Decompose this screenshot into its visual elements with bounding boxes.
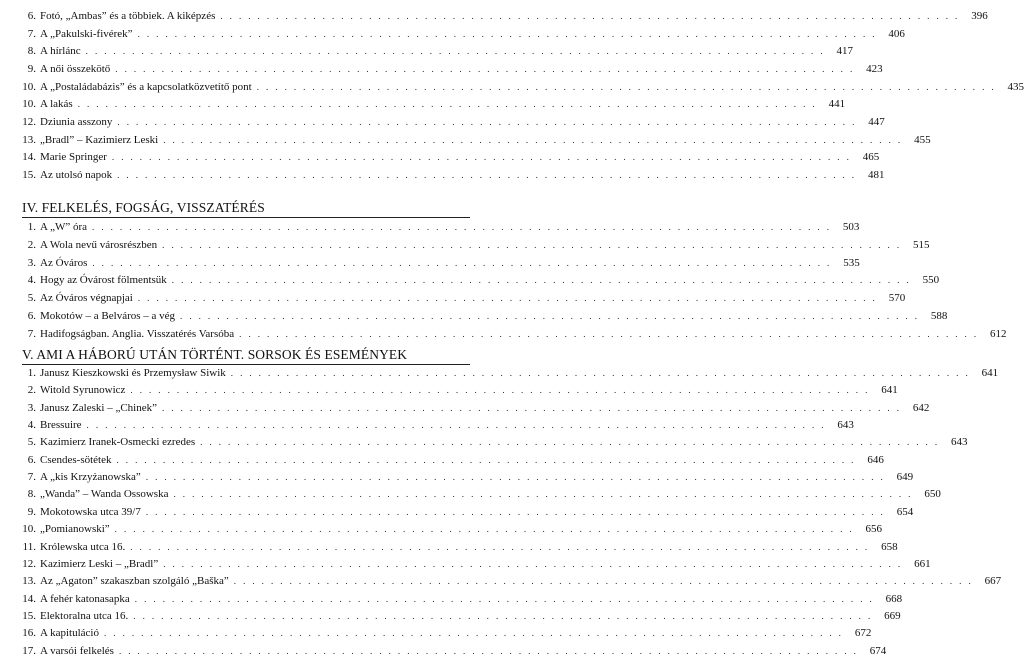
toc-entry[interactable] [22, 452, 884, 469]
entry-title: Mokotowska utca 39/7 [40, 505, 141, 518]
dot-leader: . . . . . . . . . . . . . . . . . . . . . . . . . . . . . . . . . . . . . . . . . . . . . . . . . . . . . . . . . . . . . . . . . . . . . . . . . . . . . . . . [77, 99, 818, 110]
entry-page-number: 672 [854, 627, 872, 640]
entry-number: 1. [27, 221, 36, 233]
entry-number: 7. [27, 471, 36, 484]
entry-page-number: 641 [981, 367, 999, 379]
entry-number: 8. [27, 45, 36, 58]
entry-page-number: 646 [867, 453, 884, 466]
entry-title: A kapituláció [40, 627, 99, 640]
entry-title: Hadifogságban. Anglia. Visszatérés Varsóba [40, 327, 235, 340]
entry-number: 16. [22, 627, 36, 640]
entry-page-number: 643 [951, 436, 968, 449]
entry-title: Bressuire [40, 419, 82, 432]
entry-title: Janusz Kieszkowski és Przemysław Siwik [40, 367, 226, 379]
entry-number: 5. [27, 436, 36, 449]
entry-page-number: 642 [912, 401, 930, 414]
dot-leader: . . . . . . . . . . . . . . . . . . . . . . . . . . . . . . . . . . . . . . . . . . . . . . . . . . . . . . . . . . . . . . . . . . . . . . . . . . . . . . . . [239, 328, 979, 339]
entry-number: 10. [22, 80, 36, 93]
entry-number: 6. [27, 453, 36, 466]
entry-page-number: 643 [837, 419, 854, 432]
dot-leader: . . . . . . . . . . . . . . . . . . . . . . . . . . . . . . . . . . . . . . . . . . . . . . . . . . . . . . . . . . . . . . . . . . . . . . . . . . . . . . . . [133, 610, 873, 621]
entry-number: 11. [22, 540, 36, 553]
entry-number: 5. [27, 292, 36, 305]
dot-leader: . . . . . . . . . . . . . . . . . . . . . . . . . . . . . . . . . . . . . . . . . . . . . . . . . . . . . . . . . . . . . . . . . . . . . . . . . . . . . . . . [92, 222, 832, 232]
dot-leader: . . . . . . . . . . . . . . . . . . . . . . . . . . . . . . . . . . . . . . . . . . . . . . . . . . . . . . . . . . . . . . . . . . . . . . . . . . . . . . . . [117, 116, 857, 127]
entry-number: 7. [27, 327, 36, 340]
entry-page-number: 550 [922, 274, 940, 287]
entry-number: 13. [22, 133, 36, 146]
section-heading: V. AMI A HÁBORÚ UTÁN TÖRTÉNT. SORSOK ÉS ESEMÉNYEK [22, 347, 408, 362]
dot-leader: . . . . . . . . . . . . . . . . . . . . . . . . . . . . . . . . . . . . . . . . . . . . . . . . . . . . . . . . . . . . . . . . . . . . . . . . . . . . . . . . [117, 169, 857, 180]
entry-page-number: 661 [914, 557, 931, 570]
entry-title: Kazimierz Leski – „Bradl” [40, 557, 159, 570]
dot-leader: . . . . . . . . . . . . . . . . . . . . . . . . . . . . . . . . . . . . . . . . . . . . . . . . . . . . . . . . . . . . . . . . . . . . . . . . . . . . . . . . [163, 134, 903, 145]
entry-page-number: 668 [885, 592, 903, 605]
entry-number: 14. [22, 151, 36, 164]
dot-leader: . . . . . . . . . . . . . . . . . . . . . . . . . . . . . . . . . . . . . . . . . . . . . . . . . . . . . . . . . . . . . . . . . . . . . . . . . . . . . . . . [130, 541, 870, 552]
entry-number: 8. [27, 488, 36, 501]
entry-title: „Pomianowski” [40, 523, 110, 536]
entry-number: 2. [27, 384, 36, 397]
entry-page-number: 570 [888, 292, 906, 305]
entry-title: Królewska utca 16. [40, 540, 126, 553]
toc-entry[interactable] [22, 417, 854, 434]
entry-page-number: 658 [881, 540, 898, 553]
entry-page-number: 515 [913, 238, 930, 251]
entry-title: A „kis Krzyżanowska” [40, 471, 141, 484]
dot-leader: . . . . . . . . . . . . . . . . . . . . . . . . . . . . . . . . . . . . . . . . . . . . . . . . . . . . . . . . . . . . . . . . . . . . . . . . . . . . . . . . [171, 275, 912, 286]
dot-leader: . . . . . . . . . . . . . . . . . . . . . . . . . . . . . . . . . . . . . . . . . . . . . . . . . . . . . . . . . . . . . . . . . . . . . . . . . . . . . . . . [137, 28, 877, 39]
entry-number: 13. [22, 575, 36, 588]
toc-entry[interactable] [22, 486, 941, 503]
entry-page-number: 641 [881, 384, 898, 397]
entry-page-number: 654 [896, 505, 914, 518]
entry-number: 3. [27, 401, 36, 414]
entry-page-number: 535 [843, 256, 860, 269]
entry-title: Janusz Zaleski – „Chinek” [40, 401, 157, 414]
entry-title: A „Pakulski-fivérek” [40, 27, 133, 40]
toc-entry[interactable] [22, 469, 914, 486]
entry-title: Kazimierz Iranek-Osmecki ezredes [40, 436, 196, 449]
dot-leader: . . . . . . . . . . . . . . . . . . . . . . . . . . . . . . . . . . . . . . . . . . . . . . . . . . . . . . . . . . . . . . . . . . . . . . . . . . . . . . . . [115, 63, 855, 74]
dot-leader: . . . . . . . . . . . . . . . . . . . . . . . . . . . . . . . . . . . . . . . . . . . . . . . . . . . . . . . . . . . . . . . . . . . . . . . . . . . . . . . . [92, 257, 832, 268]
entry-title: A „W” óra [40, 221, 88, 233]
entry-number: 3. [27, 256, 36, 269]
entry-number: 10. [22, 98, 36, 111]
toc-entry[interactable] [22, 539, 898, 556]
entry-title: A lakás [40, 98, 73, 111]
entry-number: 2. [27, 238, 36, 251]
entry-page-number: 674 [869, 644, 887, 657]
entry-page-number: 656 [865, 523, 883, 536]
toc-entry[interactable] [22, 643, 887, 660]
dot-leader: . . . . . . . . . . . . . . . . . . . . . . . . . . . . . . . . . . . . . . . . . . . . . . . . . . . . . . . . . . . . . . . . . . . . . . . . . . . . . . . . [230, 368, 971, 378]
entry-title: Marie Springer [40, 151, 107, 164]
dot-leader: . . . . . . . . . . . . . . . . . . . . . . . . . . . . . . . . . . . . . . . . . . . . . . . . . . . . . . . . . . . . . . . . . . . . . . . . . . . . . . . . [130, 385, 870, 396]
entry-title: Witold Syrunowicz [40, 384, 126, 397]
entry-page-number: 612 [990, 327, 1007, 340]
section-heading: IV. FELKELÉS, FOGSÁG, VISSZATÉRÉS [22, 200, 265, 215]
entry-title: Elektoralna utca 16. [40, 609, 129, 622]
dot-leader: . . . . . . . . . . . . . . . . . . . . . . . . . . . . . . . . . . . . . . . . . . . . . . . . . . . . . . . . . . . . . . . . . . . . . . . . . . . . . . . . [137, 293, 878, 304]
entry-title: Az „Agaton” szakaszban szolgáló „Baška” [40, 575, 229, 588]
entry-page-number: 465 [862, 151, 880, 164]
toc-entry[interactable] [22, 382, 898, 399]
entry-number: 7. [27, 27, 36, 40]
dot-leader: . . . . . . . . . . . . . . . . . . . . . . . . . . . . . . . . . . . . . . . . . . . . . . . . . . . . . . . . . . . . . . . . . . . . . . . . . . . . . . . . [162, 402, 902, 413]
entry-number: 6. [27, 10, 36, 22]
dot-leader: . . . . . . . . . . . . . . . . . . . . . . . . . . . . . . . . . . . . . . . . . . . . . . . . . . . . . . . . . . . . . . . . . . . . . . . . . . . . . . . . [233, 576, 974, 587]
dot-leader: . . . . . . . . . . . . . . . . . . . . . . . . . . . . . . . . . . . . . . . . . . . . . . . . . . . . . . . . . . . . . . . . . . . . . . . . . . . . . . . . [85, 46, 825, 57]
entry-title: Csendes-sötétek [40, 453, 112, 466]
entry-page-number: 435 [1007, 80, 1024, 93]
toc-entry[interactable] [22, 521, 883, 538]
entry-title: Mokotów – a Belváros – a vég [40, 310, 176, 322]
toc-entry[interactable] [22, 556, 931, 573]
dot-leader: . . . . . . . . . . . . . . . . . . . . . . . . . . . . . . . . . . . . . . . . . . . . . . . . . . . . . . . . . . . . . . . . . . . . . . . . . . . . . . . . [134, 593, 875, 604]
entry-number: 12. [22, 557, 36, 570]
entry-title: Az Óváros [40, 256, 88, 269]
entry-page-number: 481 [867, 168, 885, 181]
entry-number: 4. [27, 419, 36, 432]
toc-entry[interactable] [22, 434, 968, 451]
toc-entry[interactable] [22, 365, 999, 382]
dot-leader: . . . . . . . . . . . . . . . . . . . . . . . . . . . . . . . . . . . . . . . . . . . . . . . . . . . . . . . . . . . . . . . . . . . . . . . . . . . . . . . . [111, 152, 852, 163]
dot-leader: . . . . . . . . . . . . . . . . . . . . . . . . . . . . . . . . . . . . . . . . . . . . . . . . . . . . . . . . . . . . . . . . . . . . . . . . . . . . . . . . [200, 437, 940, 448]
entry-page-number: 417 [836, 45, 853, 58]
entry-page-number: 423 [866, 62, 883, 75]
entry-page-number: 669 [884, 609, 901, 622]
entry-title: A varsói felkelés [40, 644, 114, 657]
entry-page-number: 441 [828, 98, 846, 111]
dot-leader: . . . . . . . . . . . . . . . . . . . . . . . . . . . . . . . . . . . . . . . . . . . . . . . . . . . . . . . . . . . . . . . . . . . . . . . . . . . . . . . . [114, 524, 855, 535]
dot-leader: . . . . . . . . . . . . . . . . . . . . . . . . . . . . . . . . . . . . . . . . . . . . . . . . . . . . . . . . . . . . . . . . . . . . . . . . . . . . . . . . [145, 472, 886, 483]
dot-leader: . . . . . . . . . . . . . . . . . . . . . . . . . . . . . . . . . . . . . . . . . . . . . . . . . . . . . . . . . . . . . . . . . . . . . . . . . . . . . . . . [180, 311, 920, 321]
entry-page-number: 667 [984, 575, 1002, 588]
entry-number: 9. [27, 62, 36, 75]
entry-page-number: 447 [868, 115, 885, 128]
dot-leader: . . . . . . . . . . . . . . . . . . . . . . . . . . . . . . . . . . . . . . . . . . . . . . . . . . . . . . . . . . . . . . . . . . . . . . . . . . . . . . . . [116, 454, 856, 465]
entry-number: 1. [27, 367, 36, 379]
dot-leader: . . . . . . . . . . . . . . . . . . . . . . . . . . . . . . . . . . . . . . . . . . . . . . . . . . . . . . . . . . . . . . . . . . . . . . . . . . . . . . . . [173, 489, 913, 500]
dot-leader: . . . . . . . . . . . . . . . . . . . . . . . . . . . . . . . . . . . . . . . . . . . . . . . . . . . . . . . . . . . . . . . . . . . . . . . . . . . . . . . . [162, 239, 902, 250]
dot-leader: . . . . . . . . . . . . . . . . . . . . . . . . . . . . . . . . . . . . . . . . . . . . . . . . . . . . . . . . . . . . . . . . . . . . . . . . . . . . . . . . [118, 645, 859, 656]
entry-page-number: 406 [888, 27, 905, 40]
dot-leader: . . . . . . . . . . . . . . . . . . . . . . . . . . . . . . . . . . . . . . . . . . . . . . . . . . . . . . . . . . . . . . . . . . . . . . . . . . . . . . . . [163, 558, 903, 569]
entry-title: A fehér katonasapka [40, 592, 130, 605]
entry-title: Fotó, „Ambas” és a többiek. A kiképzés [40, 10, 216, 22]
entry-number: 4. [27, 274, 36, 287]
entry-number: 9. [27, 505, 36, 518]
toc-entry[interactable] [22, 591, 903, 608]
toc-entry[interactable] [22, 608, 901, 625]
entry-title: Az utolsó napok [40, 168, 113, 181]
entry-page-number: 649 [896, 471, 914, 484]
entry-title: „Bradl” – Kazimierz Leski [40, 133, 159, 146]
entry-title: A Wola nevű városrészben [40, 238, 158, 251]
entry-number: 15. [22, 168, 36, 181]
toc-entry[interactable] [22, 573, 1002, 590]
dot-leader: . . . . . . . . . . . . . . . . . . . . . . . . . . . . . . . . . . . . . . . . . . . . . . . . . . . . . . . . . . . . . . . . . . . . . . . . . . . . . . . . [145, 506, 886, 517]
entry-number: 17. [22, 644, 36, 657]
entry-number: 14. [22, 592, 36, 605]
dot-leader: . . . . . . . . . . . . . . . . . . . . . . . . . . . . . . . . . . . . . . . . . . . . . . . . . . . . . . . . . . . . . . . . . . . . . . . . . . . . . . . . [86, 420, 826, 431]
entry-number: 10. [22, 523, 36, 536]
entry-page-number: 650 [924, 488, 941, 501]
entry-number: 15. [22, 609, 36, 622]
entry-title: „Wanda” – Wanda Ossowska [40, 488, 169, 501]
dot-leader: . . . . . . . . . . . . . . . . . . . . . . . . . . . . . . . . . . . . . . . . . . . . . . . . . . . . . . . . . . . . . . . . . . . . . . . . . . . . . . . . [103, 628, 844, 639]
entry-title: Az Óváros végnapjai [40, 292, 133, 305]
dot-leader: . . . . . . . . . . . . . . . . . . . . . . . . . . . . . . . . . . . . . . . . . . . . . . . . . . . . . . . . . . . . . . . . . . . . . . . . . . . . . . . . [220, 11, 960, 21]
entry-page-number: 455 [914, 133, 931, 146]
toc-entry[interactable] [22, 504, 914, 521]
toc-entry[interactable] [22, 625, 872, 642]
entry-title: A „Postaládabázis” és a kapcsolatközvetítő pont [40, 80, 252, 93]
entry-page-number: 503 [842, 221, 860, 233]
entry-title: Dziunia asszony [40, 115, 113, 128]
entry-title: A női összekötő [40, 62, 111, 75]
toc-entry[interactable] [22, 400, 930, 417]
entry-page-number: 396 [971, 10, 988, 22]
entry-number: 6. [27, 310, 36, 322]
entry-number: 12. [22, 115, 36, 128]
entry-title: Hogy az Óvárost fölmentsük [40, 274, 167, 287]
entry-page-number: 588 [930, 310, 948, 322]
entry-title: A hírlánc [40, 45, 81, 58]
dot-leader: . . . . . . . . . . . . . . . . . . . . . . . . . . . . . . . . . . . . . . . . . . . . . . . . . . . . . . . . . . . . . . . . . . . . . . . . . . . . . . . . [256, 81, 997, 92]
